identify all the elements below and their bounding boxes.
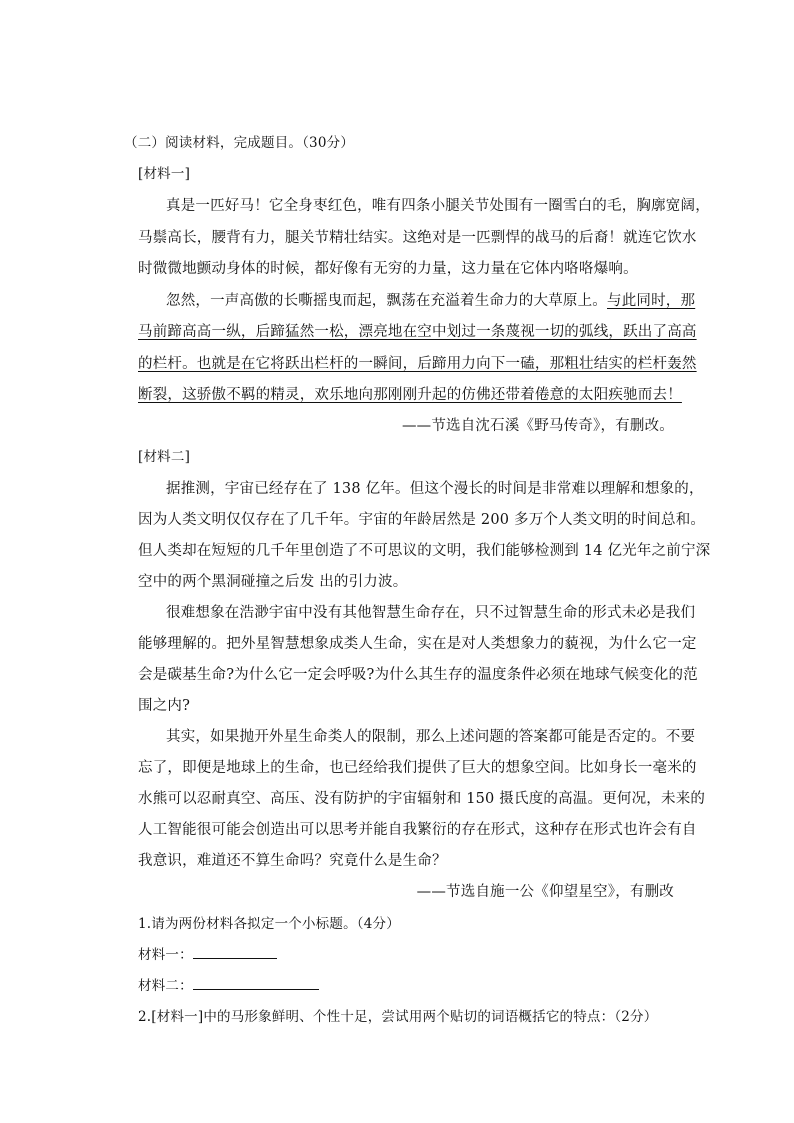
section-title: （二）阅读材料，完成题目。（30分）	[124, 135, 355, 151]
q1-answer2-label: 材料二：	[138, 978, 193, 994]
material2-para2-line2: 能够理解的。把外星智慧想象成类人生命，实在是对人类想象力的藐视，为什么它一定	[138, 636, 697, 652]
q1-answer2-blank[interactable]	[193, 975, 319, 990]
material1-para2-line2: 马前蹄高高一纵，后蹄猛然一松，漂亮地在空中划过一条蔑视一切的弧线，跃出了高高	[138, 324, 697, 340]
q1-answer2-row	[138, 975, 674, 997]
material1-para1-line3: 时微微地颤动身体的时候，都好像有无穷的力量，这力量在它体内咯咯爆响。	[138, 261, 638, 277]
question-2: 2.[材料一]中的马形象鲜明、个性十足，尝试用两个贴切的词语概括它的特点：（2分）	[138, 1009, 658, 1025]
material2-para2-line4: 围之内?	[138, 698, 191, 714]
material2-para3-line3: 水熊可以忍耐真空、高压、没有防护的宇宙辐射和 150 摄氏度的高温。更何况，未来的	[138, 791, 706, 807]
question-1: 1.请为两份材料各拟定一个小标题。（4分）	[138, 916, 400, 932]
q1-answer1-row	[138, 944, 674, 966]
material1-para2-line3: 的栏杆。也就是在它将跃出栏杆的一瞬间，后蹄用力向下一磕，那粗壮结实的栏杆轰然	[138, 356, 697, 372]
material2-source: ——节选自施一公《仰望星空》，有删改	[416, 884, 674, 900]
material2-para2-line3: 会是碳基生命?为什么它一定会呼吸?为什么其生存的温度条件必须在地球气候变化的范	[138, 667, 698, 683]
q1-answer1-blank[interactable]	[193, 944, 277, 959]
material1-label: [材料一]	[138, 166, 191, 182]
material2-para3-line4: 人工智能很可能会创造出可以思考并能自我繁衍的存在形式，这种存在形式也许会有自	[138, 822, 697, 838]
material1-source: ——节选自沈石溪《野马传奇》，有删改。	[401, 418, 674, 434]
material1-para2-line1	[166, 290, 696, 312]
material2-para1-line4: 空中的两个黑洞碰撞之后发 出的引力波。	[138, 574, 408, 590]
material2-para3-line2: 忘了，即便是地球上的生命，也已经给我们提供了巨大的想象空间。比如身长一毫米的	[138, 760, 697, 776]
q1-answer1-label: 材料一：	[138, 947, 193, 963]
material1-para1-line1: 真是一匹好马！它全身枣红色，唯有四条小腿关节处围有一圈雪白的毛，胸廓宽阔，	[166, 198, 710, 214]
material2-para3-line1: 其实，如果抛开外星生命类人的限制，那么上述问题的答案都可能是否定的。不要	[166, 729, 696, 745]
material1-para2-line4: 断裂，这骄傲不羁的精灵，欢乐地向那刚刚升起的仿佛还带着倦意的太阳疾驰而去！	[138, 387, 682, 403]
material2-para1-line1: 据推测，宇宙已经存在了 138 亿年。但这个漫长的时间是非常难以理解和想象的，	[166, 481, 704, 497]
material2-para1-line3: 但人类却在短短的几千年里创造了不可思议的文明，我们能够检测到 14 亿光年之前宁深	[138, 543, 711, 559]
material1-para2-underlined-start: 与此同时，那	[607, 293, 696, 309]
material2-para1-line2: 因为人类文明仅仅存在了几千年。宇宙的年龄居然是 200 多万个人类文明的时间总和。	[138, 512, 706, 528]
material2-label: [材料二]	[138, 449, 191, 465]
material2-para3-line5: 我意识，难道还不算生命吗？究竟什么是生命？	[138, 853, 447, 869]
material2-para2-line1: 很难想象在浩渺宇宙中没有其他智慧生命存在，只不过智慧生命的形式未必是我们	[166, 605, 696, 621]
material1-para1-line2: 马鬃高长，腰背有力，腿关节精壮结实。这绝对是一匹剽悍的战马的后裔！就连它饮水	[138, 230, 697, 246]
material1-para2-plain: 忽然，一声高傲的长嘶摇曳而起，飘荡在充溢着生命力的大草原上。	[166, 293, 607, 309]
